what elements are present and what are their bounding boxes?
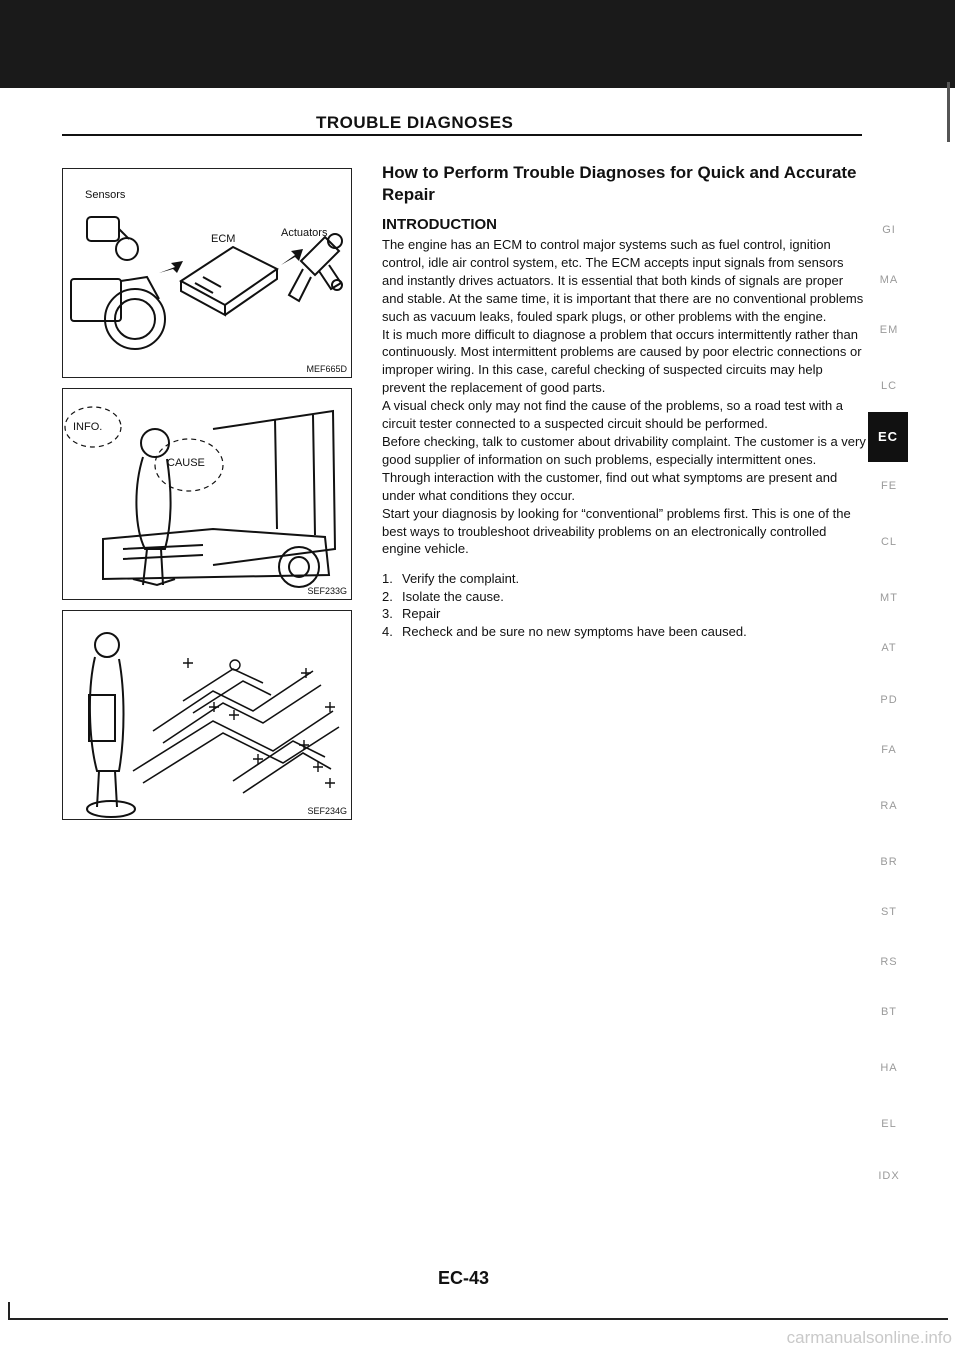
paragraph: Before checking, talk to customer about drivability complaint. The customer is a very good supplier of information on such problems, especially intermittent ones. Through interaction with the customer, find out what symptoms are present and under what conditions they occur.: [382, 433, 866, 503]
side-tab-ha[interactable]: HA: [880, 1062, 898, 1074]
paragraph: The engine has an ECM to control major systems such as fuel control, ignition control, idle air control system, etc. The ECM accepts input signals from sensors and instantly drives actuators. It is essential that both kinds of signals are proper and stable. At the same time, it is important that there are no conventional problems such as vacuum leaks, fouled spark plugs, or other problems with the engine.: [382, 237, 864, 324]
page-header-title: TROUBLE DIAGNOSES: [316, 113, 514, 132]
side-tab-bt[interactable]: BT: [880, 1006, 898, 1018]
side-tab-rs[interactable]: RS: [880, 956, 898, 968]
cause-label: CAUSE: [167, 457, 205, 469]
side-tab-ra[interactable]: RA: [880, 800, 898, 812]
step-item: 3. Repair: [382, 606, 441, 622]
top-black-banner: [0, 0, 955, 88]
figure-code: MEF665D: [306, 364, 347, 374]
figure-code: SEF233G: [307, 586, 347, 596]
main-title: How to Perform Trouble Diagnoses for Quick and Accurate Repair: [382, 163, 857, 204]
side-tab-el[interactable]: EL: [881, 1118, 897, 1130]
paragraph: A visual check only may not find the cause of the problems, so a road test with a circuit tester connected to a suspected circuit should be performed.: [382, 398, 844, 432]
side-tab-em[interactable]: EM: [879, 324, 899, 336]
sensors-label: Sensors: [85, 189, 126, 201]
side-tab-ec[interactable]: EC: [868, 412, 908, 462]
side-tab-br[interactable]: BR: [880, 856, 898, 868]
header-rule: [62, 134, 862, 136]
arrow-icon: [159, 261, 183, 273]
ecm-box-icon: [181, 247, 277, 315]
figure-wiring-maze: [62, 610, 352, 820]
figure-ecm-diagram: [62, 168, 352, 378]
arrow-icon: [281, 249, 303, 265]
technician-icon: [87, 633, 135, 817]
main-content: [382, 162, 868, 640]
section-heading: INTRODUCTION: [382, 216, 497, 233]
sensor-icon: [71, 217, 165, 349]
scan-streak: [947, 82, 950, 142]
mechanic-icon: [133, 429, 175, 585]
side-tab-lc[interactable]: LC: [880, 380, 898, 392]
page-number: EC-43: [438, 1268, 490, 1288]
paragraph: It is much more difficult to diagnose a problem that occurs intermittently rather than continuously. Most intermittent problems are caused by poor electric connections or improper wiring. In this case, careful checking of suspected circuits may help prevent the replacement of good parts.: [382, 326, 862, 396]
step-item: 4. Recheck and be sure no new symptoms have been caused.: [382, 623, 747, 639]
wiring-paths: [133, 669, 339, 793]
figure-mechanic-thinking: [62, 388, 352, 600]
car-icon: [103, 411, 335, 587]
side-tab-gi[interactable]: GI: [882, 224, 896, 236]
info-label: INFO.: [73, 421, 103, 433]
side-tab-pd[interactable]: PD: [880, 694, 898, 706]
mechanic-car-illustration: [63, 389, 350, 598]
actuator-icon: [289, 234, 342, 301]
figure-code: SEF234G: [307, 806, 347, 816]
side-tab-fe[interactable]: FE: [880, 480, 898, 492]
side-tab-at[interactable]: AT: [881, 642, 897, 654]
wiring-maze-illustration: [63, 611, 350, 818]
step-item: 1. Verify the complaint.: [382, 571, 520, 587]
step-item: 2. Isolate the cause.: [382, 588, 504, 604]
bottom-rule: [8, 1318, 948, 1320]
procedure-steps: [382, 570, 868, 640]
ecm-label: ECM: [211, 233, 236, 245]
side-tab-ma[interactable]: MA: [879, 274, 899, 286]
actuators-label: Actuators: [281, 227, 328, 239]
watermark: carmanualsonline.info: [786, 1328, 952, 1347]
paragraph: Start your diagnosis by looking for “conventional” problems first. This is one of the best ways to troubleshoot driveability problems on an electronically controlled engine vehicle.: [382, 505, 851, 557]
side-tab-mt[interactable]: MT: [880, 592, 898, 604]
side-tab-fa[interactable]: FA: [881, 744, 897, 756]
side-tab-st[interactable]: ST: [880, 906, 898, 918]
fault-marks: [183, 658, 335, 788]
ecm-system-illustration: [63, 169, 350, 376]
side-tab-idx[interactable]: IDX: [878, 1170, 900, 1182]
side-tab-cl[interactable]: CL: [880, 536, 898, 548]
